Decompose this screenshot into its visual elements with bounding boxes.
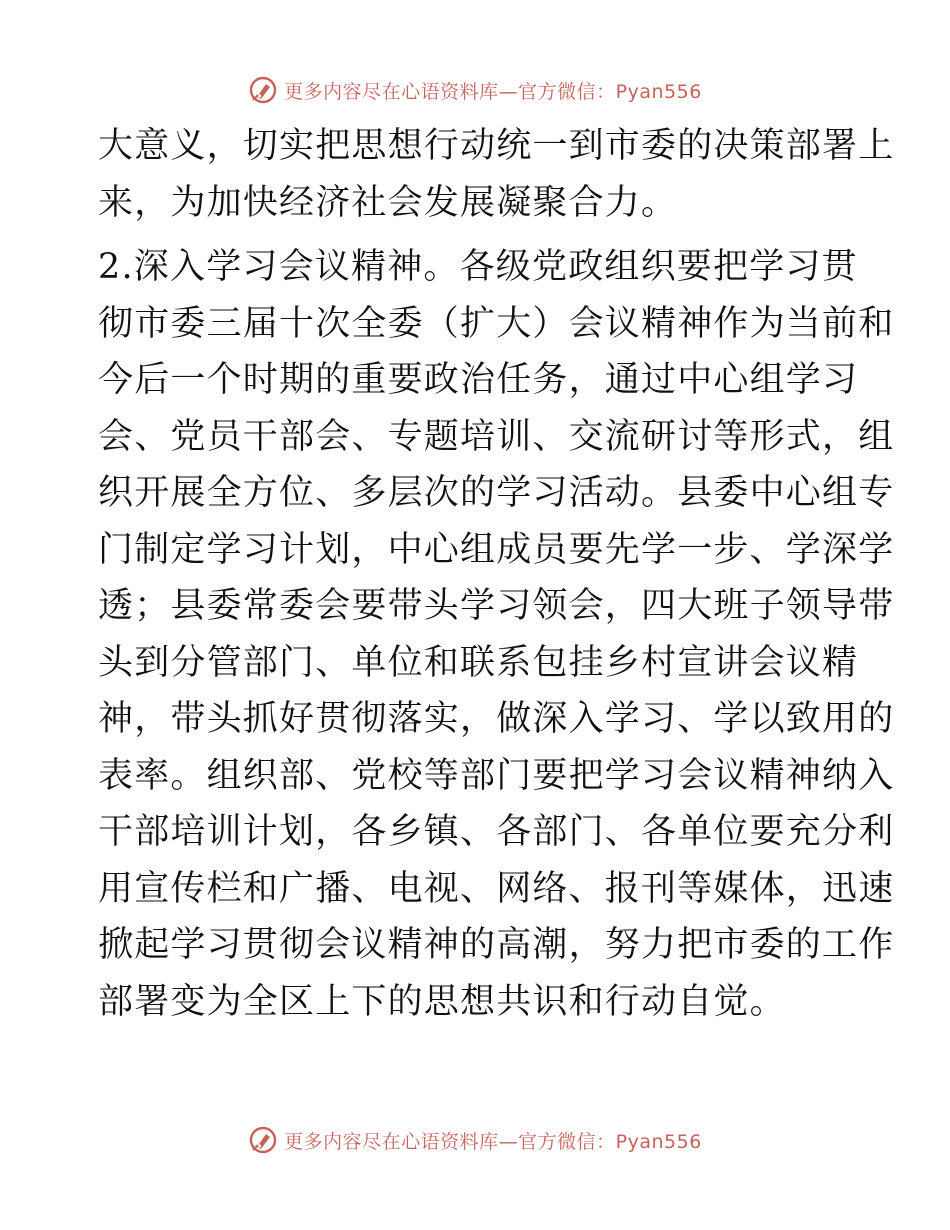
paragraph-line: 来，为加快经济社会发展凝聚合力。: [98, 182, 678, 223]
paragraph-1: [98, 118, 895, 231]
paragraph-line: 今后一个时期的重要政治任务，通过中心组学习: [98, 360, 859, 400]
paragraph-line: 表率。组织部、党校等部门要把学习会议精神纳入: [98, 755, 895, 796]
paragraph-line: 神，带头抓好贯彻落实，做深入学习、学以致用的: [98, 699, 895, 739]
paragraph-line: 掀起学习贯彻会议精神的高潮，努力把市委的工作: [98, 925, 895, 965]
paragraph-line: 2.深入学习会议精神。各级党政组织要把学习贯: [98, 247, 858, 287]
paragraph-line: 门制定学习计划，中心组成员要先学一步、学深学: [98, 529, 895, 570]
footer-watermark-text: 更多内容尽在心语资料库—官方微信：Pyan556: [284, 1130, 702, 1153]
paragraph-line: 部署变为全区上下的思想共识和行动自觉。: [98, 981, 786, 1022]
paragraph-line: 透；县委常委会要带头学习领会，四大班子领导带: [98, 586, 895, 626]
paragraph-line: 干部培训计划，各乡镇、各部门、各单位要充分利: [98, 812, 895, 852]
paragraph-line: 会、党员干部会、专题培训、交流研讨等形式，组: [98, 416, 895, 457]
footer-watermark-banner: [0, 1120, 950, 1160]
paragraph-line: 大意义，切实把思想行动统一到市委的决策部署上: [98, 126, 895, 166]
pen-nib-logo-icon: [248, 1125, 278, 1155]
paragraph-line: 织开展全方位、多层次的学习活动。县委中心组专: [98, 473, 895, 513]
paragraph-line: 彻市委三届十次全委（扩大）会议精神作为当前和: [98, 303, 895, 344]
pen-nib-logo-icon: [248, 75, 278, 105]
header-watermark-banner: [0, 70, 950, 110]
header-watermark-text: 更多内容尽在心语资料库—官方微信：Pyan556: [284, 80, 702, 103]
paragraph-line: 头到分管部门、单位和联系包挂乡村宣讲会议精: [98, 642, 859, 683]
paragraph-line: 用宣传栏和广播、电视、网络、报刊等媒体，迅速: [98, 868, 895, 909]
paragraph-2: [98, 239, 895, 1030]
document-body: [98, 118, 895, 1030]
